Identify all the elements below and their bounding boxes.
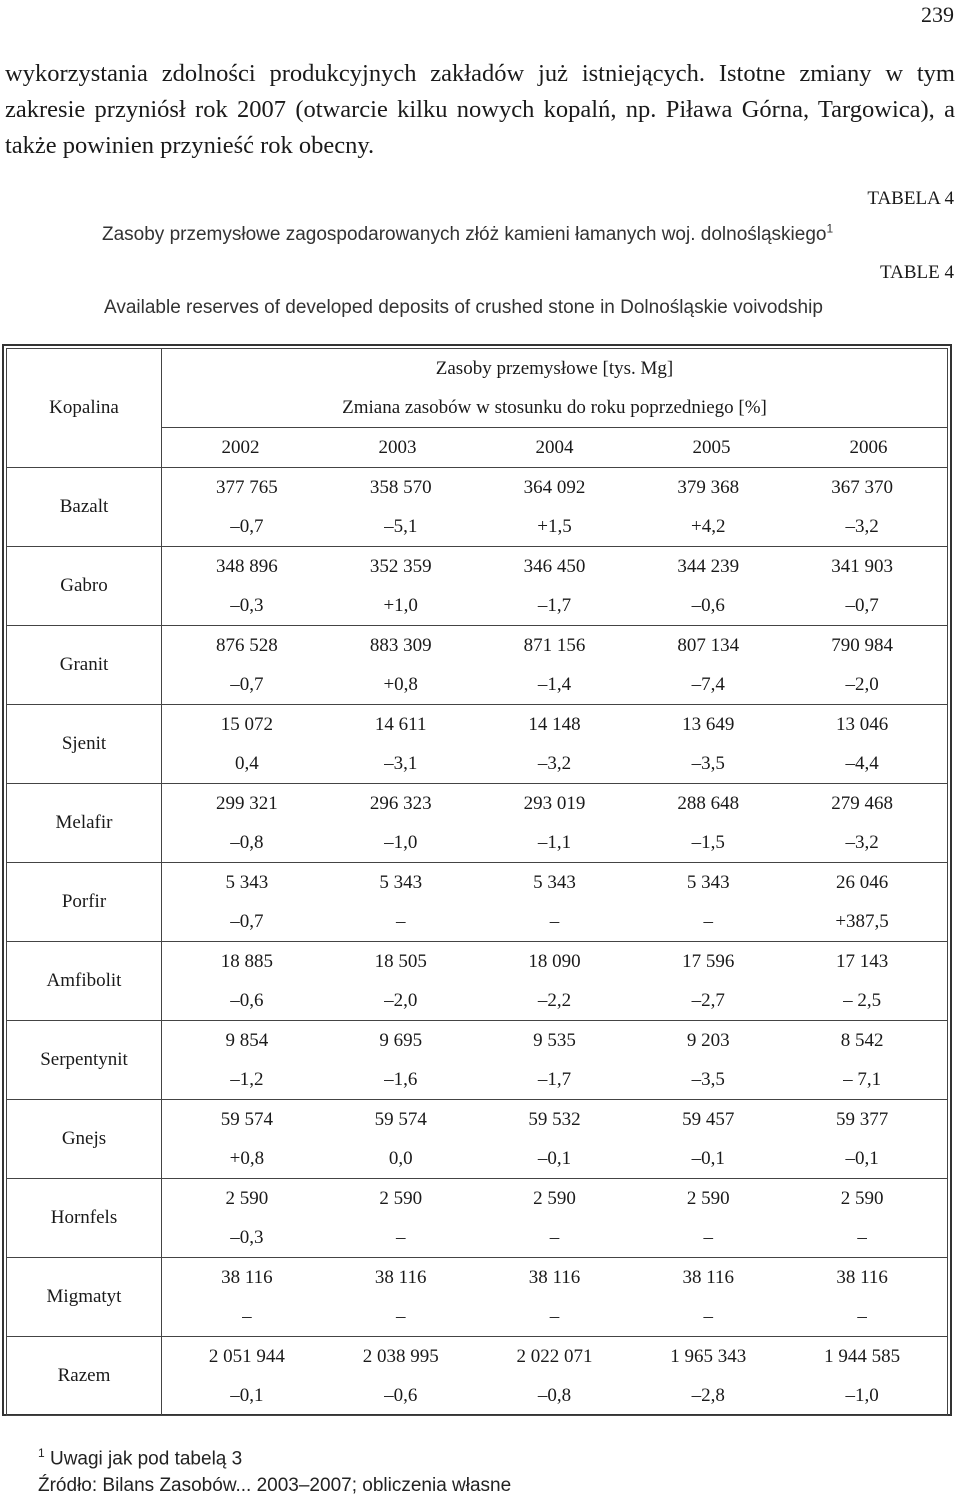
change-value: +1,0 xyxy=(383,595,418,616)
reserve-value: 2 590 xyxy=(225,1188,269,1209)
table-row xyxy=(7,1179,948,1258)
reserve-value: 883 309 xyxy=(369,635,432,656)
reserve-value: 2 590 xyxy=(840,1188,884,1209)
change-line xyxy=(170,1139,939,1178)
reserve-value: 2 022 071 xyxy=(516,1346,593,1367)
year-2002: 2002 xyxy=(221,437,260,458)
change-value: –0,1 xyxy=(845,1148,879,1169)
reserve-value: 807 134 xyxy=(677,635,740,656)
change-line xyxy=(170,1060,939,1099)
change-line xyxy=(170,586,939,625)
reserve-value: 2 038 995 xyxy=(362,1346,439,1367)
reserve-value: 14 148 xyxy=(528,714,581,735)
table-frame xyxy=(2,344,952,1416)
change-value: +4,2 xyxy=(691,516,726,537)
header-years xyxy=(162,427,947,467)
table-row xyxy=(7,468,948,547)
mineral-name: Sjenit xyxy=(7,705,162,784)
caption-english: Available reserves of developed deposits of crushed stone in Dolnośląskie voivodship xyxy=(104,297,823,318)
change-value: – xyxy=(395,1306,406,1327)
reserve-value: 9 203 xyxy=(686,1030,730,1051)
reserve-value: 9 535 xyxy=(533,1030,576,1051)
mineral-name: Migmatyt xyxy=(7,1258,162,1337)
change-value: –0,1 xyxy=(537,1148,572,1169)
table-row xyxy=(7,1021,948,1100)
change-value: –2,7 xyxy=(691,990,725,1011)
reserve-value: 2 051 944 xyxy=(208,1346,285,1367)
header-mineral: Kopalina xyxy=(7,349,162,468)
mineral-name: Amfibolit xyxy=(7,942,162,1021)
reserve-value: 876 528 xyxy=(216,635,278,656)
source-note: Źródło: Bilans Zasobów... 2003–2007; obliczenia własne xyxy=(38,1475,512,1497)
caption-polish xyxy=(102,221,834,246)
change-value: – xyxy=(549,911,560,932)
change-value: –1,7 xyxy=(537,595,572,616)
change-value: –0,1 xyxy=(230,1385,264,1406)
reserves-line xyxy=(170,705,939,744)
change-value: –1,7 xyxy=(537,1069,572,1090)
reserve-value: 38 116 xyxy=(682,1267,735,1288)
reserves-table xyxy=(6,348,948,1416)
reserve-value: 293 019 xyxy=(523,793,586,814)
caption-polish-text: Zasoby przemysłowe zagospodarowanych złóż kamieni łamanych woj. dolnośląskiego xyxy=(102,224,827,245)
footnote-1 xyxy=(38,1440,511,1472)
reserve-value: 871 156 xyxy=(523,635,586,656)
reserve-value: 379 368 xyxy=(677,477,740,498)
year-2006: 2006 xyxy=(849,437,888,458)
reserve-value: 348 896 xyxy=(216,556,278,577)
reserve-value: 38 116 xyxy=(221,1267,273,1288)
reserve-value: 38 116 xyxy=(374,1267,427,1288)
mineral-name: Gnejs xyxy=(7,1100,162,1179)
intro-text: wykorzystania zdolności produkcyjnych zakładów już istniejących. Istotne zmiany w tym zakresie przyniósł rok 2007 (otwarcie kilku nowych kopalń, np. Piława Górna, Targowica), a także powinien przynieść rok obecny. xyxy=(5,60,955,159)
reserve-value: 59 574 xyxy=(374,1109,427,1130)
change-value: –5,1 xyxy=(384,516,418,537)
change-value: 0,0 xyxy=(388,1148,413,1169)
reserve-value: 59 457 xyxy=(682,1109,735,1130)
reserve-value: 5 343 xyxy=(533,872,576,893)
mineral-name: Serpentynit xyxy=(7,1021,162,1100)
reserve-value: 344 239 xyxy=(677,556,740,577)
table-row xyxy=(7,784,948,863)
change-value: 0,4 xyxy=(235,753,259,774)
reserve-value: 9 695 xyxy=(379,1030,423,1051)
table-row xyxy=(7,942,948,1021)
change-value: +1,5 xyxy=(537,516,572,537)
reserves-line xyxy=(170,784,939,823)
reserve-value: 13 649 xyxy=(682,714,735,735)
reserve-value: 38 116 xyxy=(528,1267,581,1288)
reserve-value: 17 143 xyxy=(835,951,889,972)
reserve-value: 18 505 xyxy=(374,951,427,972)
change-value: – xyxy=(703,1227,714,1248)
reserve-value: 341 903 xyxy=(831,556,893,577)
change-value: – xyxy=(395,1227,406,1248)
change-value: – xyxy=(395,911,406,932)
table-header-row xyxy=(7,349,948,468)
change-value: –3,5 xyxy=(691,753,725,774)
table-row xyxy=(7,1100,948,1179)
mineral-values xyxy=(162,468,948,547)
header-change: Zmiana zasobów w stosunku do roku poprzedniego [%] xyxy=(342,397,767,418)
mineral-values xyxy=(162,626,948,705)
change-value: –0,6 xyxy=(691,595,725,616)
table-row xyxy=(7,705,948,784)
footnote-text: Uwagi jak pod tabelą 3 xyxy=(49,1448,243,1470)
change-value: –4,4 xyxy=(845,753,879,774)
change-value: +0,8 xyxy=(229,1148,265,1169)
change-value: –0,7 xyxy=(230,516,264,537)
mineral-name: Hornfels xyxy=(7,1179,162,1258)
reserve-value: 2 590 xyxy=(533,1188,576,1209)
change-value: –0,3 xyxy=(230,595,264,616)
mineral-values xyxy=(162,1258,948,1337)
reserve-value: 367 370 xyxy=(831,477,893,498)
change-value: – xyxy=(242,1306,252,1327)
change-value: –0,1 xyxy=(691,1148,725,1169)
reserve-value: 279 468 xyxy=(831,793,893,814)
change-value: –3,1 xyxy=(384,753,418,774)
reserve-value: 38 116 xyxy=(836,1267,888,1288)
reserve-value: 5 343 xyxy=(686,872,730,893)
reserve-value: 346 450 xyxy=(523,556,586,577)
reserves-line xyxy=(170,863,939,902)
change-line xyxy=(170,902,939,941)
year-2004: 2004 xyxy=(535,437,574,458)
change-value: – xyxy=(703,911,714,932)
change-line xyxy=(170,744,939,783)
change-line xyxy=(170,823,939,862)
reserve-value: 2 590 xyxy=(686,1188,730,1209)
mineral-values xyxy=(162,1337,948,1416)
change-value: – xyxy=(857,1227,867,1248)
footnotes xyxy=(38,1440,511,1499)
change-value: –2,0 xyxy=(384,990,418,1011)
table-row xyxy=(7,626,948,705)
change-value: –3,5 xyxy=(691,1069,725,1090)
reserve-value: 59 574 xyxy=(220,1109,274,1130)
reserve-value: 1 965 343 xyxy=(670,1346,747,1367)
change-value: – xyxy=(703,1306,714,1327)
mineral-values xyxy=(162,863,948,942)
change-value: –2,8 xyxy=(691,1385,725,1406)
change-value: –0,3 xyxy=(230,1227,264,1248)
reserve-value: 59 377 xyxy=(835,1109,889,1130)
reserve-value: 15 072 xyxy=(220,714,274,735)
year-2003: 2003 xyxy=(378,437,417,458)
reserves-line xyxy=(170,547,939,586)
year-2005: 2005 xyxy=(692,437,731,458)
change-value: –3,2 xyxy=(845,516,879,537)
change-value: – 2,5 xyxy=(843,990,882,1011)
change-value: –0,7 xyxy=(845,595,879,616)
reserve-value: 358 570 xyxy=(369,477,432,498)
mineral-name: Melafir xyxy=(7,784,162,863)
change-value: –0,7 xyxy=(230,674,264,695)
reserves-line xyxy=(170,626,939,665)
change-line xyxy=(170,981,939,1020)
reserve-value: 296 323 xyxy=(369,793,432,814)
reserve-value: 17 596 xyxy=(682,951,735,972)
mineral-name: Bazalt xyxy=(7,468,162,547)
mineral-name: Gabro xyxy=(7,547,162,626)
reserve-value: 2 590 xyxy=(379,1188,423,1209)
reserve-value: 14 611 xyxy=(374,714,427,735)
mineral-values xyxy=(162,1021,948,1100)
change-line xyxy=(170,1218,939,1257)
change-value: –0,6 xyxy=(230,990,264,1011)
mineral-values xyxy=(162,547,948,626)
table-row xyxy=(7,547,948,626)
change-value: –0,6 xyxy=(384,1385,418,1406)
reserve-value: 26 046 xyxy=(835,872,889,893)
mineral-values xyxy=(162,1179,948,1258)
change-value: +0,8 xyxy=(383,674,418,695)
table-row xyxy=(7,863,948,942)
reserve-value: 299 321 xyxy=(216,793,278,814)
change-value: –0,8 xyxy=(230,832,264,853)
reserves-line xyxy=(170,468,939,507)
change-value: – xyxy=(857,1306,867,1327)
reserve-value: 9 854 xyxy=(225,1030,269,1051)
reserve-value: 8 542 xyxy=(840,1030,884,1051)
change-value: –3,2 xyxy=(537,753,572,774)
mineral-name: Porfir xyxy=(7,863,162,942)
change-value: +387,5 xyxy=(835,911,889,932)
mineral-values xyxy=(162,784,948,863)
mineral-values xyxy=(162,705,948,784)
reserve-value: 18 885 xyxy=(220,951,274,972)
reserve-value: 790 984 xyxy=(831,635,893,656)
reserve-value: 5 343 xyxy=(379,872,423,893)
reserves-line xyxy=(170,1258,939,1297)
reserve-value: 377 765 xyxy=(216,477,278,498)
change-value: –1,6 xyxy=(384,1069,418,1090)
mineral-name: Granit xyxy=(7,626,162,705)
change-value: –2,0 xyxy=(845,674,879,695)
reserves-line xyxy=(170,942,939,981)
change-value: –1,0 xyxy=(384,832,418,853)
change-value: –3,2 xyxy=(845,832,879,853)
reserve-value: 288 648 xyxy=(677,793,740,814)
tabela-label: TABELA 4 xyxy=(867,188,954,209)
change-value: – xyxy=(549,1227,560,1248)
reserve-value: 18 090 xyxy=(528,951,581,972)
change-value: –1,1 xyxy=(537,832,572,853)
table-body xyxy=(7,468,948,1416)
change-value: –0,7 xyxy=(230,911,264,932)
reserve-value: 13 046 xyxy=(835,714,889,735)
header-data xyxy=(162,349,948,468)
footnote-marker: 1 xyxy=(38,1446,45,1460)
change-line xyxy=(170,1297,939,1336)
change-value: –0,8 xyxy=(537,1385,572,1406)
table-row xyxy=(7,1258,948,1337)
caption-footnote-marker: 1 xyxy=(826,221,834,236)
change-line xyxy=(170,665,939,704)
reserve-value: 352 359 xyxy=(369,556,432,577)
change-value: –1,0 xyxy=(845,1385,879,1406)
reserve-value: 1 944 585 xyxy=(824,1346,901,1367)
table-label: TABLE 4 xyxy=(880,262,954,283)
mineral-values xyxy=(162,942,948,1021)
page-number: 239 xyxy=(921,2,954,27)
change-value: –7,4 xyxy=(691,674,725,695)
intro-paragraph xyxy=(5,56,955,164)
reserves-line xyxy=(170,1100,939,1139)
header-reserves: Zasoby przemysłowe [tys. Mg] xyxy=(435,358,674,379)
reserves-line xyxy=(170,1179,939,1218)
change-line xyxy=(170,507,939,546)
reserves-line xyxy=(170,1337,939,1376)
mineral-values xyxy=(162,1100,948,1179)
change-line xyxy=(170,1376,939,1415)
reserves-line xyxy=(170,1021,939,1060)
reserve-value: 5 343 xyxy=(225,872,269,893)
change-value: –1,5 xyxy=(691,832,725,853)
change-value: –1,4 xyxy=(537,674,572,695)
table-row xyxy=(7,1337,948,1416)
change-value: –1,2 xyxy=(230,1069,264,1090)
reserve-value: 59 532 xyxy=(528,1109,581,1130)
reserve-value: 364 092 xyxy=(523,477,586,498)
change-value: – xyxy=(549,1306,560,1327)
mineral-name: Razem xyxy=(7,1337,162,1416)
change-value: –2,2 xyxy=(537,990,572,1011)
change-value: – 7,1 xyxy=(843,1069,882,1090)
